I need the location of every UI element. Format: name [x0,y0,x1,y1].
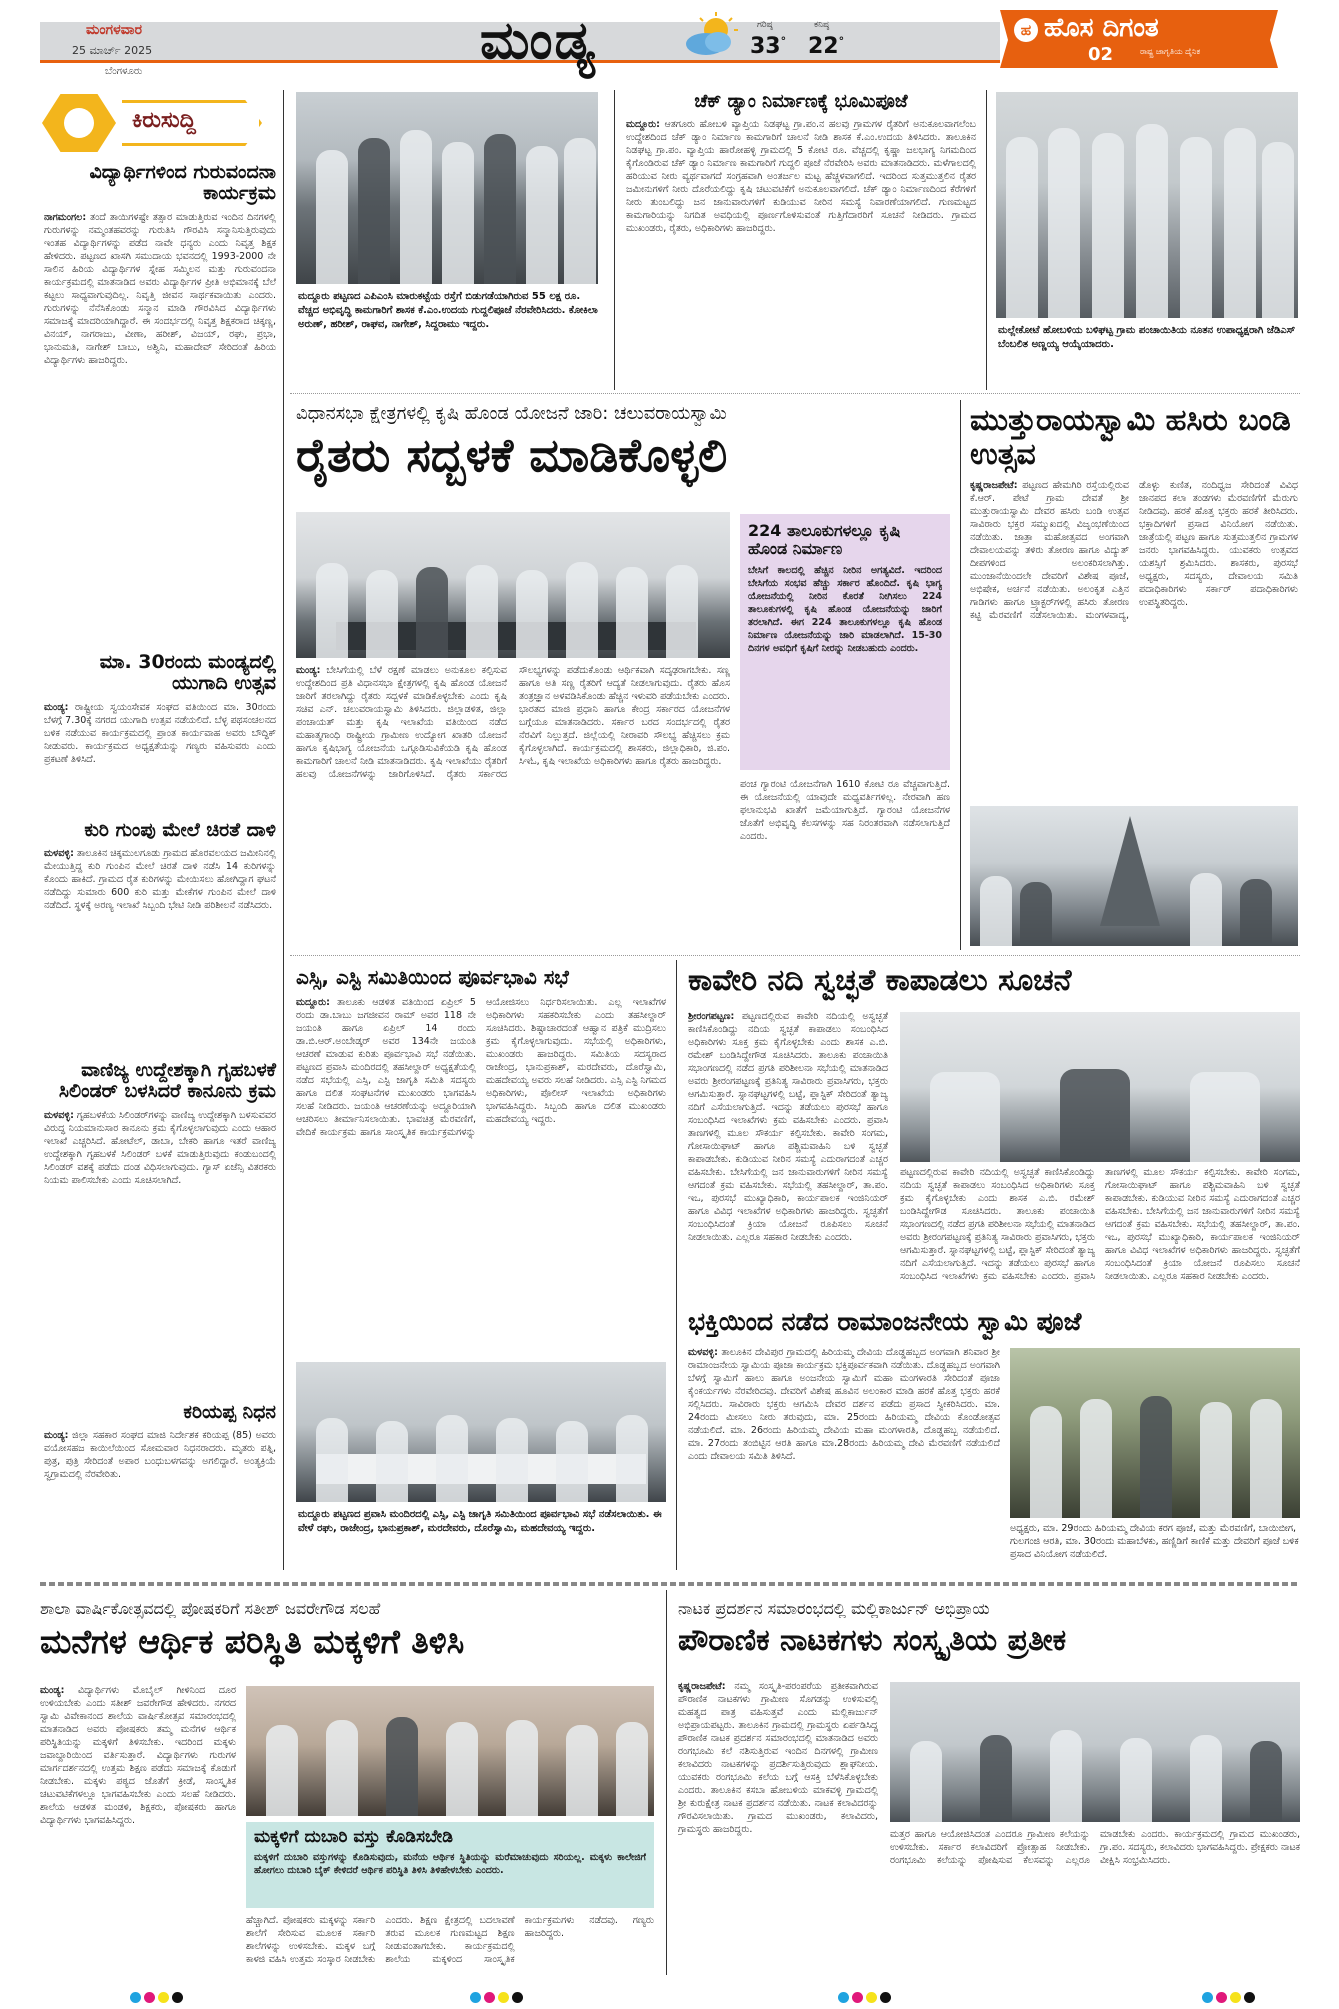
apmc-caption: ಮದ್ದೂರು ಪಟ್ಟಣದ ಎಪಿಎಂಸಿ ಮಾರುಕಟ್ಟೆಯ ರಸ್ತೆಗೆ ಬಿಡುಗಡೆಯಾಗಿರುವ 55 ಲಕ್ಷ ರೂ. ವೆಚ್ಚದ ಅಭಿವೃದ್ಧಿ ಕಾಮಗಾರಿಗೆ ಶಾಸಕ ಕೆ.ಎಂ.ಉದಯ ಗುದ್ದಲಿಪೂಜೆ ನೆರವೇರಿಸಿದರು. ಕೋಕಿಲಾ ಅರುಣ್, ಹರೀಶ್, ರಾಘವ, ನಾಗೇಶ್, ಸಿದ್ದರಾಮು ಇದ್ದರು. [298,291,598,330]
min-temp: 22° [808,34,845,59]
story-kicker: ಶಾಲಾ ವಾರ್ಷಿಕೋತ್ಸವದಲ್ಲಿ ಪೋಷಕರಿಗೆ ಸತೀಶ್ ಜವರೇಗೌಡ ಸಲಹೆ [40,1599,381,1618]
brief-body: ನಾಗಮಂಗಲ: ತಂದೆ ತಾಯಿಗಳಷ್ಟೇ ತತ್ಸಾರ ಮಾಡುತ್ತಿರುವ ಇಂದಿನ ದಿನಗಳಲ್ಲಿ ಗುರುಗಳನ್ನು ನಮ್ಮಂತಹವರನ್ನು ಗುರುತಿಸಿ ಗೌರವಿಸಿ ಸನ್ಮಾನಿಸುತ್ತಿರುವುದು ಇಂತಹ ವಿದ್ಯಾರ್ಥಿಗಳನ್ನು ಪಡೆದ ನಾವೇ ಧನ್ಯರು ಎಂದು ನಿವೃತ್ತ ಶಿಕ್ಷಕ ಹೇಳಿದರು. ಪಟ್ಟಣದ ಖಾಸಗಿ ಸಮುದಾಯ ಭವನದಲ್ಲಿ 1993-2000 ನೇ ಸಾಲಿನ ಹಿರಿಯ ವಿದ್ಯಾರ್ಥಿಗಳ ಸ್ನೇಹ ಸಮ್ಮಿಲನ ಮತ್ತು ಗುರುವಂದನಾ ಕಾರ್ಯಕ್ರಮದಲ್ಲಿ ಮಾತನಾಡಿದ ಅವರು ವಿದ್ಯಾರ್ಥಿಗಳ ಪ್ರೀತಿ ಅಭಿಮಾನಕ್ಕೆ ಬೆಲೆ ಕಟ್ಟಲು ಸಾಧ್ಯವಾಗುವುದಿಲ್ಲ. ನಿವೃತ್ತಿ ಜೀವನ ಸಾರ್ಥಕವಾಯಿತು ಎಂದರು. ಗುರುಗಳನ್ನು ನೆನೆಸಿಕೊಂಡು ಸನ್ಮಾನ ಮಾಡಿ ಗೌರವಿಸಿದ ವಿದ್ಯಾರ್ಥಿಗಳು ಸಮಾಜಕ್ಕೆ ಮಾದರಿಯಾಗಿದ್ದಾರೆ. ಈ ಸಂದರ್ಭದಲ್ಲಿ ನಿವೃತ್ತ ಶಿಕ್ಷಕರಾದ ಚಿಕ್ಕಣ್ಣ, ವಿನಯ್, ನಾಗರಾಜು, ವೀಣಾ, ಹರೀಶ್, ವಿಜಯ್, ರಘು, ಪ್ರಭಾ, ಭಾನುಮತಿ, ನಾಗೇಶ್ ಬಾಬು, ಅಶ್ವಿನಿ, ಮಹಾದೇವ್ ಸೇರಿದಂತೆ ಹಿರಿಯ ವಿದ್ಯಾರ್ಥಿಗಳು ಹಾಜರಿದ್ದರು. [44,211,276,366]
apmc-photo [296,92,598,284]
kaveri-photo [900,1012,1300,1162]
drama-story [678,1600,1300,1658]
story-headline: ರೈತರು ಸದ್ಬಳಕೆ ಮಾಡಿಕೊಳ್ಳಲಿ [296,428,728,483]
story-headline: ಎಸ್ಸಿ, ಎಸ್ಟಿ ಸಮಿತಿಯಿಂದ ಪೂರ್ವಭಾವಿ ಸಭೆ [296,965,569,989]
registration-marks-center-right [838,1992,891,2003]
drama-body-continued: ಮತ್ತರ ಹಾಗೂ ಆಯೋಜಿಸಿದಂತ ಎಂದರೂ ಗ್ರಾಮೀಣ ಕಲೆಯನ್ನು ಉಳಿಸಬೇಕು. ಸರ್ಕಾರ ಕಲಾವಿದರಿಗೆ ಪ್ರೋತ್ಸಾಹ ನೀಡಬೇಕು. ರಂಗಭೂಮಿ ಕಲೆಯನ್ನು ಪೋಷಿಸುವ ಕೆಲಸವನ್ನು ಎಲ್ಲರೂ ಮಾಡಬೇಕು ಎಂದರು. ಕಾರ್ಯಕ್ರಮದಲ್ಲಿ ಗ್ರಾಮದ ಮುಖಂಡರು, ಗ್ರಾ.ಪಂ. ಸದಸ್ಯರು, ಕಲಾವಿದರು ಭಾಗವಹಿಸಿದ್ದರು. ಪ್ರೇಕ್ಷಕರು ನಾಟಕ ವೀಕ್ಷಿಸಿ ಸಂಭ್ರಮಿಸಿದರು. [890,1829,1300,1866]
brand-logo-icon: ಹ [1014,18,1038,42]
kirusuddi-badge [42,94,262,154]
brief-title: ಮಾ. 30ರಂದು ಮಂಡ್ಯದಲ್ಲಿ ಯುಗಾದಿ ಉತ್ಸವ [99,651,276,695]
kaveri-body-col1: ಶ್ರೀರಂಗಪಟ್ಟಣ: ಪಟ್ಟಣದಲ್ಲಿರುವ ಕಾವೇರಿ ನದಿಯಲ್ಲಿ ಅಸ್ವಚ್ಛತೆ ಕಾಣಿಸಿಕೊಂಡಿದ್ದು ನದಿಯ ಸ್ವಚ್ಛತೆ ಕಾಪಾಡಲು ಸಂಬಂಧಿಸಿದ ಅಧಿಕಾರಿಗಳು ಸೂಕ್ತ ಕ್ರಮ ಕೈಗೊಳ್ಳಬೇಕು ಎಂದು ಶಾಸಕ ಎ.ಬಿ. ರಮೇಶ್ ಬಂಡಿಸಿದ್ದೇಗೌಡ ಸೂಚಿಸಿದರು. ತಾಲೂಕು ಪಂಚಾಯಿತಿ ಸಭಾಂಗಣದಲ್ಲಿ ನಡೆದ ಪ್ರಗತಿ ಪರಿಶೀಲನಾ ಸಭೆಯಲ್ಲಿ ಮಾತನಾಡಿದ ಅವರು ಶ್ರೀರಂಗಪಟ್ಟಣಕ್ಕೆ ಪ್ರತಿನಿತ್ಯ ಸಾವಿರಾರು ಪ್ರವಾಸಿಗರು, ಭಕ್ತರು ಆಗಮಿಸುತ್ತಾರೆ. ಸ್ನಾನಘಟ್ಟಗಳಲ್ಲಿ ಬಟ್ಟೆ, ಪ್ಲಾಸ್ಟಿಕ್ ಸೇರಿದಂತೆ ತ್ಯಾಜ್ಯ ನದಿಗೆ ಎಸೆಯಲಾಗುತ್ತಿದೆ. ಇದನ್ನು ತಡೆಯಲು ಪುರಸಭೆ ಹಾಗೂ ಸಂಬಂಧಿಸಿದ ಇಲಾಖೆಗಳು ಕ್ರಮ ವಹಿಸಬೇಕು ಎಂದರು. ಪ್ರವಾಸಿ ತಾಣಗಳಲ್ಲಿ ಮೂಲ ಸೌಕರ್ಯ ಕಲ್ಪಿಸಬೇಕು. ಕಾವೇರಿ ಸಂಗಮ, ಗೋಸಾಯಿಘಾಟ್ ಹಾಗೂ ಪಶ್ಚಿಮವಾಹಿನಿ ಬಳಿ ಸ್ವಚ್ಛತೆ ಕಾಪಾಡಬೇಕು. ಕುಡಿಯುವ ನೀರಿನ ಸಮಸ್ಯೆ ಎದುರಾಗದಂತೆ ಎಚ್ಚರ ವಹಿಸಬೇಕು. ಬೇಸಿಗೆಯಲ್ಲಿ ಜನ ಜಾನುವಾರುಗಳಿಗೆ ನೀರಿನ ಸಮಸ್ಯೆ ಆಗದಂತೆ ಕ್ರಮ ವಹಿಸಬೇಕು. ಸಭೆಯಲ್ಲಿ ತಹಸೀಲ್ದಾರ್, ತಾ.ಪಂ. ಇಒ, ಪುರಸಭೆ ಮುಖ್ಯಾಧಿಕಾರಿ, ಕಾರ್ಯಪಾಲಕ ಇಂಜಿನಿಯರ್ ಹಾಗೂ ವಿವಿಧ ಇಲಾಖೆಗಳ ಅಧಿಕಾರಿಗಳು ಹಾಜರಿದ್ದರು. ಸ್ವಚ್ಛತೆಗೆ ಸಂಬಂಧಿಸಿದಂತೆ ಕ್ರಿಯಾ ಯೋಜನೆ ರೂಪಿಸಲು ಸೂಚನೆ ನೀಡಲಾಯಿತು. ಎಲ್ಲರೂ ಸಹಕಾರ ನೀಡಬೇಕು ಎಂದರು. [688,1011,888,1243]
farm-body: ಮಂಡ್ಯ: ಬೇಸಿಗೆಯಲ್ಲಿ ಬೆಳೆ ರಕ್ಷಣೆ ಮಾಡಲು ಅನುಕೂಲ ಕಲ್ಪಿಸುವ ಉದ್ದೇಶದಿಂದ ಪ್ರತಿ ವಿಧಾನಸಭಾ ಕ್ಷೇತ್ರಗಳಲ್ಲಿ ಕೃಷಿ ಹೊಂಡ ಯೋಜನೆ ಜಾರಿಗೆ ತರಲಾಗಿದ್ದು ರೈತರು ಸದ್ಬಳಕೆ ಮಾಡಿಕೊಳ್ಳಬೇಕು ಎಂದು ಕೃಷಿ ಸಚಿವ ಎನ್. ಚಲುವರಾಯಸ್ವಾಮಿ ತಿಳಿಸಿದರು. ಜಿಲ್ಲಾಡಳಿತ, ಜಿಲ್ಲಾ ಪಂಚಾಯತ್ ಮತ್ತು ಕೃಷಿ ಇಲಾಖೆಯ ವತಿಯಿಂದ ನಡೆದ ಮಹಾತ್ಮಗಾಂಧಿ ರಾಷ್ಟ್ರೀಯ ಗ್ರಾಮೀಣ ಉದ್ಯೋಗ ಖಾತರಿ ಯೋಜನೆ ಹಾಗೂ ಕೃಷಿಭಾಗ್ಯ ಯೋಜನೆಯ ಒಗ್ಗೂಡಿಸುವಿಕೆಯಡಿ ಕೃಷಿ ಹೊಂಡ ಕಾಮಗಾರಿಗೆ ಚಾಲನೆ ನೀಡಿ ಮಾತನಾಡಿದರು. ಕೃಷಿ ಇಲಾಖೆಯು ರೈತರಿಗೆ ಹಲವು ಯೋಜನೆಗಳನ್ನು ಜಾರಿಗೊಳಿಸಿದೆ. ರೈತರು ಸರ್ಕಾರದ ಸೌಲಭ್ಯಗಳನ್ನು ಪಡೆದುಕೊಂಡು ಆರ್ಥಿಕವಾಗಿ ಸದೃಢರಾಗಬೇಕು. ಸಣ್ಣ ಹಾಗೂ ಅತಿ ಸಣ್ಣ ರೈತರಿಗೆ ಆದ್ಯತೆ ನೀಡಲಾಗುವುದು. ರೈತರು ಹೊಸ ತಂತ್ರಜ್ಞಾನ ಅಳವಡಿಸಿಕೊಂಡು ಹೆಚ್ಚಿನ ಇಳುವರಿ ಪಡೆಯಬೇಕು ಎಂದರು. ಭಾರತದ ಮಾಜಿ ಪ್ರಧಾನಿ ಹಾಗೂ ಕೇಂದ್ರ ಸರ್ಕಾರದ ಯೋಜನೆಗಳ ಬಗ್ಗೆಯೂ ಮಾತನಾಡಿದರು. ಸರ್ಕಾರ ಬರದ ಸಂದರ್ಭದಲ್ಲಿ ರೈತರ ನೆರವಿಗೆ ನಿಲ್ಲುತ್ತದೆ. ಜಿಲ್ಲೆಯಲ್ಲಿ ನೀರಾವರಿ ಸೌಲಭ್ಯ ಹೆಚ್ಚಿಸಲು ಕ್ರಮ ಕೈಗೊಳ್ಳಲಾಗಿದೆ. ಕಾರ್ಯಕ್ರಮದಲ್ಲಿ ಶಾಸಕರು, ಜಿಲ್ಲಾಧಿಕಾರಿ, ಜಿ.ಪಂ. ಸಿಇಓ, ಕೃಷಿ ಇಲಾಖೆಯ ಅಧಿಕಾರಿಗಳು ಹಾಗೂ ರೈತರು ಹಾಜರಿದ್ದರು. [296,665,730,780]
left-brief-3 [44,820,276,1037]
school-photo [246,1686,654,1816]
scst-caption: ಮದ್ದೂರು ಪಟ್ಟಣದ ಪ್ರವಾಸಿ ಮಂದಿರದಲ್ಲಿ ಎಸ್ಸಿ, ಎಸ್ಟಿ ಜಾಗೃತಿ ಸಮಿತಿಯಿಂದ ಪೂರ್ವಭಾವಿ ಸಭೆ ನಡೆಸಲಾಯಿತು. ಈ ವೇಳೆ ರಘು, ರಾಜೇಂದ್ರ, ಭಾನುಪ್ರಕಾಶ್, ಮರದೇವರು, ದೊರೆಸ್ವಾಮಿ, ಮಹದೇವಯ್ಯ ಇದ್ದರು. [298,1509,662,1534]
festival-story [970,404,1298,781]
rama-photo [1010,1348,1300,1518]
story-body: ಮದ್ದೂರು: ತಾಲೂಕು ಆಡಳಿತ ವತಿಯಿಂದ ಏಪ್ರಿಲ್ 5 ರಂದು ಡಾ.ಬಾಬು ಜಗಜೀವನ ರಾಮ್ ಅವರ 118 ನೇ ಜಯಂತಿ ಹಾಗೂ ಏಪ್ರಿಲ್ 14 ರಂದು ಡಾ.ಬಿ.ಆರ್.ಅಂಬೇಡ್ಕರ್ ಅವರ 134ನೇ ಜಯಂತಿ ಆಚರಣೆ ಮಾಡುವ ಕುರಿತು ಪೂರ್ವಭಾವಿ ಸಭೆ ನಡೆಯಿತು. ಪಟ್ಟಣದ ಪ್ರವಾಸಿ ಮಂದಿರದಲ್ಲಿ ತಹಸೀಲ್ದಾರ್ ಅಧ್ಯಕ್ಷತೆಯಲ್ಲಿ ನಡೆದ ಸಭೆಯಲ್ಲಿ ಎಸ್ಸಿ, ಎಸ್ಟಿ ಜಾಗೃತಿ ಸಮಿತಿ ಸದಸ್ಯರು ಹಾಗೂ ದಲಿತ ಸಂಘಟನೆಗಳ ಮುಖಂಡರು ಭಾಗವಹಿಸಿ ಸಲಹೆ ನೀಡಿದರು. ಜಯಂತಿ ಆಚರಣೆಯನ್ನು ಅದ್ದೂರಿಯಾಗಿ ಆಚರಿಸಲು ತೀರ್ಮಾನಿಸಲಾಯಿತು. ಭಾವಚಿತ್ರ ಮೆರವಣಿಗೆ, ವೇದಿಕೆ ಕಾರ್ಯಕ್ರಮ ಹಾಗೂ ಸಾಂಸ್ಕೃತಿಕ ಕಾರ್ಯಕ್ರಮಗಳನ್ನು ಆಯೋಜಿಸಲು ನಿರ್ಧರಿಸಲಾಯಿತು. ಎಲ್ಲ ಇಲಾಖೆಗಳ ಅಧಿಕಾರಿಗಳು ಸಹಕರಿಸಬೇಕು ಎಂದು ತಹಸೀಲ್ದಾರ್ ಸೂಚಿಸಿದರು. ಶಿಷ್ಟಾಚಾರದಂತೆ ಆಹ್ವಾನ ಪತ್ರಿಕೆ ಮುದ್ರಿಸಲು ಕ್ರಮ ಕೈಗೊಳ್ಳಲಾಗುವುದು. ಸಭೆಯಲ್ಲಿ ಅಧಿಕಾರಿಗಳು, ಮುಖಂಡರು ಹಾಜರಿದ್ದರು. ಸಮಿತಿಯ ಸದಸ್ಯರಾದ ರಾಜೇಂದ್ರ, ಭಾನುಪ್ರಕಾಶ್, ಮರದೇವರು, ದೊರೆಸ್ವಾಮಿ, ಮಹದೇವಯ್ಯ ಅವರು ಸಲಹೆ ನೀಡಿದರು. ಎಸ್ಸಿ ಎಸ್ಟಿ ನಿಗಮದ ಅಧಿಕಾರಿಗಳು, ಪೊಲೀಸ್ ಇಲಾಖೆಯ ಅಧಿಕಾರಿಗಳು ಭಾಗವಹಿಸಿದ್ದರು. ಸಿಬ್ಬಂದಿ ಹಾಗೂ ದಲಿತ ಮುಖಂಡರು ಮಹದೇವಯ್ಯ ಇದ್ದರು. [296,997,666,1139]
brand-ribbon [988,6,1288,72]
page-number: 02 [1088,44,1114,65]
date-label: 25 ಮಾರ್ಚ್ 2025 [72,44,153,57]
story-headline: ಕಾವೇರಿ ನದಿ ಸ್ವಚ್ಛತೆ ಕಾಪಾಡಲು ಸೂಚನೆ [688,963,1072,998]
info-box-body: ಬೇಸಿಗೆ ಕಾಲದಲ್ಲಿ ಹೆಚ್ಚಿನ ನೀರಿನ ಅಗತ್ಯವಿದೆ. ಇದರಿಂದ ಬೇಸಿಗೆಯ ಸಂಭವ ಹೆಚ್ಚು ಸರ್ಕಾರ ಹೊಂದಿದೆ. ಕೃಷಿ ಭಾಗ್ಯ ಯೋಜನೆಯಲ್ಲಿ ನೀರಿನ ಕೊರತೆ ನೀಗಿಸಲು 224 ತಾಲೂಕುಗಳಲ್ಲಿ ಕೃಷಿ ಹೊಂಡ ಯೋಜನೆಯನ್ನು ಜಾರಿಗೆ ತರಲಾಗಿದೆ. ಈಗ 224 ತಾಲೂಕುಗಳಲ್ಲೂ ಕೃಷಿ ಹೊಂಡ ನಿರ್ಮಾಣ ಯೋಜನೆಯನ್ನು ಜಾರಿ ಮಾಡಲಾಗಿದೆ. 15-30 ದಿನಗಳ ಅವಧಿಗೆ ಕೃಷಿಗೆ ನೀರನ್ನು ನೀಡಬಹುದು ಎಂದರು. [748,564,942,654]
brief-body: ಮಳವಳ್ಳಿ: ತಾಲೂಕಿನ ಚಿಕ್ಕಮುಲಗೂಡು ಗ್ರಾಮದ ಹೊರವಲಯದ ಜಮೀನಿನಲ್ಲಿ ಮೇಯುತ್ತಿದ್ದ ಕುರಿ ಗುಂಪಿನ ಮೇಲೆ ಚಿರತೆ ದಾಳಿ ನಡೆಸಿ 14 ಕುರಿಗಳನ್ನು ಕೊಂದು ಹಾಕಿದೆ. ಗ್ರಾಮದ ರೈತ ಕುರಿಗಳನ್ನು ಮೇಯಿಸಲು ಹೋಗಿದ್ದಾಗ ಘಟನೆ ನಡೆದಿದ್ದು ಸುಮಾರು 600 ಕುರಿ ಮತ್ತು ಮೇಕೆಗಳ ಗುಂಪಿನ ಮೇಲೆ ದಾಳಿ ನಡೆದಿದೆ. ಸ್ಥಳಕ್ಕೆ ಅರಣ್ಯ ಇಲಾಖೆ ಸಿಬ್ಬಂದಿ ಭೇಟಿ ನೀಡಿ ಪರಿಶೀಲನೆ ನಡೆಸಿದರು. [44,848,276,912]
edition-city: ಬೆಂಗಳೂರು [105,66,143,77]
brief-title: ಕುರಿ ಗುಂಪು ಮೇಲೆ ಚಿರತೆ ದಾಳಿ [84,819,276,841]
column-rule-mid [676,960,677,1570]
brief-title: ಕರಿಯಪ್ಪ ನಿಧನ [183,1401,276,1423]
story-kicker: ನಾಟಕ ಪ್ರದರ್ಶನ ಸಮಾರಂಭದಲ್ಲಿ ಮಲ್ಲಿಕಾರ್ಜುನ್ ಅಭಿಪ್ರಾಯ [678,1599,990,1618]
story-headline: ಮುತ್ತುರಾಯಸ್ವಾಮಿ ಹಸಿರು ಬಂಡಿ ಉತ್ಸವ [970,403,1291,472]
column-rule-top-right [986,90,987,390]
panchayat-caption: ಮಲ್ಲೇಕೋಟೆ ಹೋಬಳಿಯ ಬಳಿಘಟ್ಟ ಗ್ರಾಮ ಪಂಚಾಯಿತಿಯ ನೂತನ ಉಪಾಧ್ಯಕ್ಷರಾಗಿ ಜೆಡಿಎಸ್ ಬೆಂಬಲಿತ ಅಣ್ಣಯ್ಯ ಆಯ್ಕೆಯಾದರು. [998,325,1296,350]
school-body: ಮಂಡ್ಯ: ವಿದ್ಯಾರ್ಥಿಗಳು ಮೊಬೈಲ್ ಗೀಳಿನಿಂದ ದೂರ ಉಳಿಯಬೇಕು ಎಂದು ಸತೀಶ್ ಜವರೇಗೌಡ ಹೇಳಿದರು. ನಗರದ ಸ್ವಾಮಿ ವಿವೇಕಾನಂದ ಶಾಲೆಯ ವಾರ್ಷಿಕೋತ್ಸವ ಸಮಾರಂಭದಲ್ಲಿ ಮಾತನಾಡಿದ ಅವರು ಪೋಷಕರು ತಮ್ಮ ಮನೆಗಳ ಆರ್ಥಿಕ ಪರಿಸ್ಥಿತಿಯನ್ನು ಮಕ್ಕಳಿಗೆ ತಿಳಿಸಬೇಕು. ಇದರಿಂದ ಮಕ್ಕಳು ಜವಾಬ್ದಾರಿಯಿಂದ ವರ್ತಿಸುತ್ತಾರೆ. ವಿದ್ಯಾರ್ಥಿಗಳು ಗುರುಗಳ ಮಾರ್ಗದರ್ಶನದಲ್ಲಿ ಉತ್ತಮ ಶಿಕ್ಷಣ ಪಡೆದು ಸಮಾಜಕ್ಕೆ ಕೊಡುಗೆ ನೀಡಬೇಕು. ಮಕ್ಕಳು ಪಠ್ಯದ ಜೊತೆಗೆ ಕ್ರೀಡೆ, ಸಾಂಸ್ಕೃತಿಕ ಚಟುವಟಿಕೆಗಳಲ್ಲೂ ಭಾಗವಹಿಸಬೇಕು ಎಂದು ಸಲಹೆ ನೀಡಿದರು. ಶಾಲೆಯ ಆಡಳಿತ ಮಂಡಳಿ, ಶಿಕ್ಷಕರು, ಪೋಷಕರು ಹಾಗೂ ವಿದ್ಯಾರ್ಥಿಗಳು ಭಾಗವಹಿಸಿದ್ದರು. [40,1685,236,1826]
festival-photo [970,806,1298,946]
school-info-box [246,1822,654,1908]
story-kicker: ವಿಧಾನಸಭಾ ಕ್ಷೇತ್ರಗಳಲ್ಲಿ ಕೃಷಿ ಹೊಂಡ ಯೋಜನೆ ಜಾರಿ: ಚಲುವರಾಯಸ್ವಾಮಿ [296,403,727,424]
drama-photo [890,1682,1300,1822]
column-rule-bottom [666,1590,667,1975]
school-body-continued: ಹೆಚ್ಚಾಗಿದೆ. ಪೋಷಕರು ಮಕ್ಕಳನ್ನು ಸರ್ಕಾರಿ ಶಾಲೆಗೆ ಸೇರಿಸುವ ಮೂಲಕ ಸರ್ಕಾರಿ ಶಾಲೆಗಳನ್ನು ಉಳಿಸಬೇಕು. ಮಕ್ಕಳ ಬಗ್ಗೆ ಕಾಳಜಿ ವಹಿಸಿ ಉತ್ತಮ ಸಂಸ್ಕಾರ ನೀಡಬೇಕು ಎಂದರು. ಶಿಕ್ಷಣ ಕ್ಷೇತ್ರದಲ್ಲಿ ಬದಲಾವಣೆ ತರುವ ಮೂಲಕ ಗುಣಮಟ್ಟದ ಶಿಕ್ಷಣ ನೀಡುವಂತಾಗಬೇಕು. ಕಾರ್ಯಕ್ರಮದಲ್ಲಿ ಶಾಲೆಯ ಮಕ್ಕಳಿಂದ ಸಾಂಸ್ಕೃತಿಕ ಕಾರ್ಯಕ್ರಮಗಳು ನಡೆದವು. ಗಣ್ಯರು ಹಾಜರಿದ್ದರು. [246,1915,654,1965]
kaveri-story [688,964,1300,998]
panchayat-photo [996,92,1298,318]
checkdam-story [626,92,976,376]
left-brief-5 [44,1402,276,1569]
max-temp: 33° [750,34,787,59]
brand-name: ಹೊಸ ದಿಗಂತ [1044,13,1159,43]
brand-tagline: ರಾಷ್ಟ್ರ ಜಾಗೃತಿಯ ದೈನಿಕ [1140,47,1201,56]
column-rule-top-mid [614,90,615,390]
separator-mid [290,955,1300,956]
rama-story [688,1308,1300,1336]
info-box-title: 224 ತಾಲೂಕುಗಳಲ್ಲೂ ಕೃಷಿ ಹೊಂಡ ನಿರ್ಮಾಣ [748,521,901,558]
kaveri-body-col2: ಪಟ್ಟಣದಲ್ಲಿರುವ ಕಾವೇರಿ ನದಿಯಲ್ಲಿ ಅಸ್ವಚ್ಛತೆ ಕಾಣಿಸಿಕೊಂಡಿದ್ದು ನದಿಯ ಸ್ವಚ್ಛತೆ ಕಾಪಾಡಲು ಸಂಬಂಧಿಸಿದ ಅಧಿಕಾರಿಗಳು ಸೂಕ್ತ ಕ್ರಮ ಕೈಗೊಳ್ಳಬೇಕು ಎಂದು ಶಾಸಕ ಎ.ಬಿ. ರಮೇಶ್ ಬಂಡಿಸಿದ್ದೇಗೌಡ ಸೂಚಿಸಿದರು. ತಾಲೂಕು ಪಂಚಾಯಿತಿ ಸಭಾಂಗಣದಲ್ಲಿ ನಡೆದ ಪ್ರಗತಿ ಪರಿಶೀಲನಾ ಸಭೆಯಲ್ಲಿ ಮಾತನಾಡಿದ ಅವರು ಶ್ರೀರಂಗಪಟ್ಟಣಕ್ಕೆ ಪ್ರತಿನಿತ್ಯ ಸಾವಿರಾರು ಪ್ರವಾಸಿಗರು, ಭಕ್ತರು ಆಗಮಿಸುತ್ತಾರೆ. ಸ್ನಾನಘಟ್ಟಗಳಲ್ಲಿ ಬಟ್ಟೆ, ಪ್ಲಾಸ್ಟಿಕ್ ಸೇರಿದಂತೆ ತ್ಯಾಜ್ಯ ನದಿಗೆ ಎಸೆಯಲಾಗುತ್ತಿದೆ. ಇದನ್ನು ತಡೆಯಲು ಪುರಸಭೆ ಹಾಗೂ ಸಂಬಂಧಿಸಿದ ಇಲಾಖೆಗಳು ಕ್ರಮ ವಹಿಸಬೇಕು ಎಂದರು. ಪ್ರವಾಸಿ ತಾಣಗಳಲ್ಲಿ ಮೂಲ ಸೌಕರ್ಯ ಕಲ್ಪಿಸಬೇಕು. ಕಾವೇರಿ ಸಂಗಮ, ಗೋಸಾಯಿಘಾಟ್ ಹಾಗೂ ಪಶ್ಚಿಮವಾಹಿನಿ ಬಳಿ ಸ್ವಚ್ಛತೆ ಕಾಪಾಡಬೇಕು. ಕುಡಿಯುವ ನೀರಿನ ಸಮಸ್ಯೆ ಎದುರಾಗದಂತೆ ಎಚ್ಚರ ವಹಿಸಬೇಕು. ಬೇಸಿಗೆಯಲ್ಲಿ ಜನ ಜಾನುವಾರುಗಳಿಗೆ ನೀರಿನ ಸಮಸ್ಯೆ ಆಗದಂತೆ ಕ್ರಮ ವಹಿಸಬೇಕು. ಸಭೆಯಲ್ಲಿ ತಹಸೀಲ್ದಾರ್, ತಾ.ಪಂ. ಇಒ, ಪುರಸಭೆ ಮುಖ್ಯಾಧಿಕಾರಿ, ಕಾರ್ಯಪಾಲಕ ಇಂಜಿನಿಯರ್ ಹಾಗೂ ವಿವಿಧ ಇಲಾಖೆಗಳ ಅಧಿಕಾರಿಗಳು ಹಾಜರಿದ್ದರು. ಸ್ವಚ್ಛತೆಗೆ ಸಂಬಂಧಿಸಿದಂತೆ ಕ್ರಿಯಾ ಯೋಜನೆ ರೂಪಿಸಲು ಸೂಚನೆ ನೀಡಲಾಯಿತು. ಎಲ್ಲರೂ ಸಹಕಾರ ನೀಡಬೇಕು ಎಂದರು. [900,1167,1300,1282]
left-brief-4 [44,1060,276,1367]
separator-top [290,393,1300,394]
farm-info-box [740,514,950,770]
city-title: ಮಂಡ್ಯ [480,10,597,71]
rama-body: ಮಳವಳ್ಳಿ: ತಾಲೂಕಿನ ದೇವಿಪುರ ಗ್ರಾಮದಲ್ಲಿ ಹಿರಿಯಮ್ಮ ದೇವಿಯ ದೊಡ್ಡಹಬ್ಬದ ಅಂಗವಾಗಿ ಶನಿವಾರ ಶ್ರೀ ರಾಮಾಂಜನೇಯ ಸ್ವಾಮಿಯ ಪೂಜಾ ಕಾರ್ಯಕ್ರಮ ಭಕ್ತಿಪೂರ್ವಕವಾಗಿ ನಡೆಯಿತು. ದೊಡ್ಡಹಬ್ಬದ ಅಂಗವಾಗಿ ಬೆಳಗ್ಗೆ ಸ್ವಾಮಿಗೆ ಹಾಲು ಹಾಗೂ ಅಂಜನೇಯ ಸ್ವಾಮಿಗೆ ಮಹಾ ಮಂಗಳಾರತಿ ಸೇರಿದಂತೆ ಪೂಜಾ ಕೈಂಕರ್ಯಗಳು ನೆರವೇರಿದವು. ದೇವರಿಗೆ ವಿಶೇಷ ಹೂವಿನ ಅಲಂಕಾರ ಮಾಡಿ ಹರಕೆ ಹೊತ್ತ ಭಕ್ತರು ಹರಕೆ ಸಲ್ಲಿಸಿದರು. ಸಾವಿರಾರು ಭಕ್ತರು ಆಗಮಿಸಿ ದೇವರ ದರ್ಶನ ಪಡೆದು ಪ್ರಸಾದ ಸ್ವೀಕರಿಸಿದರು. ಮಾ. 24ರಂದು ಮೀಸಲು ನೀರು ತರುವುದು, ಮಾ. 25ರಂದು ಹಿರಿಯಮ್ಮ ದೇವಿಯ ಕೊಂಡೋತ್ಸವ ನಡೆಯಲಿದೆ. ಮಾ. 26ರಂದು ಹಿರಿಯಮ್ಮ ದೇವಿಯ ಮಹಾ ಮಂಗಳಾರತಿ, ದೊಡ್ಡಹಬ್ಬ ನಡೆಯಲಿದೆ. ಮಾ. 27ರಂದು ತಂಬಿಟ್ಟಿನ ಆರತಿ ಹಾಗೂ ಮಾ.28ರಂದು ಹಿರಿಯಮ್ಮ ದೇವಿ ಮೆರವಣಿಗೆ ನಡೆಯಲಿದೆ ಎಂದು ದೇವಾಲಯ ಸಮಿತಿ ತಿಳಿಸಿದೆ. [688,1347,1000,1462]
story-body: ಕೃಷ್ಣರಾಜಪೇಟೆ: ಪಟ್ಟಣದ ಹೇಮಗಿರಿ ರಸ್ತೆಯಲ್ಲಿರುವ ಕೆ.ಆರ್. ಪೇಟೆ ಗ್ರಾಮ ದೇವತೆ ಶ್ರೀ ಮುತ್ತುರಾಯಸ್ವಾಮಿ ದೇವರ ಹಸಿರು ಬಂಡಿ ಉತ್ಸವ ಸಾವಿರಾರು ಭಕ್ತರ ಸಮ್ಮುಖದಲ್ಲಿ ವಿಜೃಂಭಣೆಯಿಂದ ನಡೆಯಿತು. ಜಾತ್ರಾ ಮಹೋತ್ಸವದ ಅಂಗವಾಗಿ ದೇವಾಲಯವನ್ನು ತಳಿರು ತೋರಣ ಹಾಗೂ ವಿದ್ಯುತ್ ದೀಪಗಳಿಂದ ಅಲಂಕರಿಸಲಾಗಿತ್ತು. ಮುಂಜಾನೆಯಿಂದಲೇ ದೇವರಿಗೆ ವಿಶೇಷ ಪೂಜೆ, ಅಭಿಷೇಕ, ಅರ್ಚನೆ ನಡೆಯಿತು. ಅಲಂಕೃತ ಎತ್ತಿನ ಗಾಡಿಗಳು ಹಾಗೂ ಟ್ರ್ಯಾಕ್ಟರ್‌ಗಳಲ್ಲಿ ಹಸಿರು ತೋರಣ ಕಟ್ಟಿ ಮೆರವಣಿಗೆ ನಡೆಸಲಾಯಿತು. ಮಂಗಳವಾದ್ಯ, ಡೊಳ್ಳು ಕುಣಿತ, ನಂದಿಧ್ವಜ ಸೇರಿದಂತೆ ವಿವಿಧ ಜಾನಪದ ಕಲಾ ತಂಡಗಳು ಮೆರವಣಿಗೆಗೆ ಮೆರುಗು ನೀಡಿದವು. ಹರಕೆ ಹೊತ್ತ ಭಕ್ತರು ಹರಕೆ ತೀರಿಸಿದರು. ಭಕ್ತಾದಿಗಳಿಗೆ ಪ್ರಸಾದ ವಿನಿಯೋಗ ನಡೆಯಿತು. ಜಾತ್ರೆಯಲ್ಲಿ ಪಟ್ಟಣ ಹಾಗೂ ಸುತ್ತಮುತ್ತಲಿನ ಗ್ರಾಮಗಳ ಜನರು ಭಾಗವಹಿಸಿದ್ದರು. ಯುವಕರು ಉತ್ಸವದ ಯಶಸ್ಸಿಗೆ ಶ್ರಮಿಸಿದರು. ಶಾಸಕರು, ಪುರಸಭೆ ಅಧ್ಯಕ್ಷರು, ಸದಸ್ಯರು, ದೇವಾಲಯ ಸಮಿತಿ ಪದಾಧಿಕಾರಿಗಳು ಸರ್ಕಾರ್ ಪದಾಧಿಕಾರಿಗಳು ಉಪಸ್ಥಿತರಿದ್ದರು. [970,480,1298,622]
farm-body-continued: ಪಂಚ ಗ್ಯಾರಂಟಿ ಯೋಜನೆಗಾಗಿ 1610 ಕೋಟಿ ರೂ ವೆಚ್ಚವಾಗುತ್ತಿದೆ. ಈ ಯೋಜನೆಯಲ್ಲಿ ಯಾವುದೇ ಮಧ್ಯವರ್ತಿಗಳಿಲ್ಲ. ನೇರವಾಗಿ ಹಣ ಫಲಾನುಭವಿ ಖಾತೆಗೆ ಜಮೆಯಾಗುತ್ತಿದೆ. ಗ್ಯಾರಂಟಿ ಯೋಜನೆಗಳ ಜೊತೆಗೆ ಅಭಿವೃದ್ಧಿ ಕೆಲಸಗಳನ್ನು ಸಹ ನಿರಂತರವಾಗಿ ನಡೆಸಲಾಗುತ್ತಿದೆ ಎಂದರು. [740,779,950,842]
max-temp-label: ಗರಿಷ್ಠ [757,20,773,30]
registration-marks-center-left [470,1992,523,2003]
min-temp-label: ಕನಿಷ್ಠ [814,20,830,30]
column-rule-festival [960,400,961,950]
brief-title: ವಾಣಿಜ್ಯ ಉದ್ದೇಶಕ್ಕಾಗಿ ಗೃಹಬಳಕೆ ಸಿಲಿಂಡರ್ ಬಳಸಿದರೆ ಕಾನೂನು ಕ್ರಮ [58,1059,276,1103]
story-headline: ಭಕ್ತಿಯಿಂದ ನಡೆದ ರಾಮಾಂಜನೇಯ ಸ್ವಾಮಿ ಪೂಜೆ [688,1307,1082,1336]
brief-body: ಮಂಡ್ಯ: ಜಿಲ್ಲಾ ಸಹಕಾರ ಸಂಘದ ಮಾಜಿ ನಿರ್ದೇಶಕ ಕರಿಯಪ್ಪ (85) ಅವರು ವಯೋಸಹಜ ಕಾಯಿಲೆಯಿಂದ ಸೋಮವಾರ ನಿಧನರಾದರು. ಮೃತರು ಪತ್ನಿ, ಪುತ್ರ, ಪುತ್ರಿ ಸೇರಿದಂತೆ ಅಪಾರ ಬಂಧುಬಳಗವನ್ನು ಅಗಲಿದ್ದಾರೆ. ಅಂತ್ಯಕ್ರಿಯೆ ಸ್ವಗ್ರಾಮದಲ್ಲಿ ನೆರವೇರಿತು. [44,1430,276,1481]
day-label: ಮಂಗಳವಾರ [86,22,143,38]
brief-title: ವಿದ್ಯಾರ್ಥಿಗಳಿಂದ ಗುರುವಂದನಾ ಕಾರ್ಯಕ್ರಮ [89,161,276,205]
column-rule-left [283,90,284,1570]
story-body: ಮದ್ದೂರು: ಆತಗೂರು ಹೋಬಳಿ ವ್ಯಾಪ್ತಿಯ ನಿಡಘಟ್ಟ ಗ್ರಾ.ಪಂ.ನ ಹಲವು ಗ್ರಾಮಗಳ ರೈತರಿಗೆ ಅನುಕೂಲವಾಗಲೆಂಬ ಉದ್ದೇಶದಿಂದ ಚೆಕ್ ಡ್ಯಾಂ ನಿರ್ಮಾಣ ಕಾಮಗಾರಿಗೆ ಚಾಲನೆ ನೀಡಿ ಶಾಸಕ ಕೆ.ಎಂ.ಉದಯ ತಿಳಿಸಿದರು. ತಾಲೂಕಿನ ನಿಡಘಟ್ಟ ಗ್ರಾ.ಪಂ. ವ್ಯಾಪ್ತಿಯ ಹಾರೋಹಳ್ಳಿ ಗ್ರಾಮದಲ್ಲಿ 5 ಕೋಟಿ ರೂ. ವೆಚ್ಚದಲ್ಲಿ ಕೃಷ್ಣಾ ಜಲಭಾಗ್ಯ ನಿಗಮದಿಂದ ಕೈಗೊಂಡಿರುವ ಚೆಕ್ ಡ್ಯಾಂ ನಿರ್ಮಾಣ ಕಾಮಗಾರಿಗೆ ಗುದ್ದಲಿ ಪೂಜೆ ನೆರವೇರಿಸಿ ಅವರು ಮಾತನಾಡಿದರು. ಮಳೆಗಾಲದಲ್ಲಿ ಹರಿಯುವ ನೀರು ವ್ಯರ್ಥವಾಗದೆ ಸಂಗ್ರಹವಾಗಿ ಅಂತರ್ಜಲ ಮಟ್ಟ ಹೆಚ್ಚಳವಾಗಲಿದೆ. ಇದರಿಂದ ಸುತ್ತಮುತ್ತಲಿನ ರೈತರ ಜಮೀನುಗಳಿಗೆ ನೀರು ದೊರೆಯಲಿದ್ದು ಕೃಷಿ ಚಟುವಟಿಕೆಗೆ ಅನುಕೂಲವಾಗಲಿದೆ. ಚೆಕ್ ಡ್ಯಾಂ ನಿರ್ಮಾಣದಿಂದ ಕೆರೆಗಳಿಗೆ ನೀರು ತುಂಬಲಿದ್ದು ಜನ ಜಾನುವಾರುಗಳಿಗೆ ಕುಡಿಯುವ ನೀರಿನ ಸಮಸ್ಯೆ ನಿವಾರಣೆಯಾಗಲಿದೆ. ಗುಣಮಟ್ಟದ ಕಾಮಗಾರಿಯನ್ನು ನಿಗದಿತ ಅವಧಿಯಲ್ಲಿ ಪೂರ್ಣಗೊಳಿಸುವಂತೆ ಗುತ್ತಿಗೆದಾರರಿಗೆ ಸೂಚನೆ ನೀಡಿದರು. ಗ್ರಾಮದ ಮುಖಂಡರು, ರೈತರು, ಅಧಿಕಾರಿಗಳು ಹಾಜರಿದ್ದರು. [626,119,976,235]
drama-body: ಕೃಷ್ಣರಾಜಪೇಟೆ: ನಮ್ಮ ಸಂಸ್ಕೃತಿ-ಪರಂಪರೆಯ ಪ್ರತೀಕವಾಗಿರುವ ಪೌರಾಣಿಕ ನಾಟಕಗಳು ಗ್ರಾಮೀಣ ಸೊಗಡನ್ನು ಉಳಿಸುವಲ್ಲಿ ಮಹತ್ವದ ಪಾತ್ರ ವಹಿಸುತ್ತವೆ ಎಂದು ಮಲ್ಲಿಕಾರ್ಜುನ್ ಅಭಿಪ್ರಾಯಪಟ್ಟರು. ತಾಲೂಕಿನ ಗ್ರಾಮದಲ್ಲಿ ಗ್ರಾಮಸ್ಥರು ಏರ್ಪಡಿಸಿದ್ದ ಪೌರಾಣಿಕ ನಾಟಕ ಪ್ರದರ್ಶನ ಸಮಾರಂಭದಲ್ಲಿ ಮಾತನಾಡಿದ ಅವರು ರಂಗಭೂಮಿ ಕಲೆ ನಶಿಸುತ್ತಿರುವ ಇಂದಿನ ದಿನಗಳಲ್ಲಿ ಗ್ರಾಮೀಣ ಕಲಾವಿದರು ನಾಟಕಗಳನ್ನು ಪ್ರದರ್ಶಿಸುತ್ತಿರುವುದು ಶ್ಲಾಘನೀಯ. ಯುವಕರು ರಂಗಭೂಮಿ ಕಲೆಯ ಬಗ್ಗೆ ಆಸಕ್ತಿ ಬೆಳೆಸಿಕೊಳ್ಳಬೇಕು ಎಂದರು. ತಾಲೂಕಿನ ಕಸಬಾ ಹೋಬಳಿಯ ಮಾಕವಳ್ಳಿ ಗ್ರಾಮದಲ್ಲಿ ಶ್ರೀ ಕುರುಕ್ಷೇತ್ರ ನಾಟಕ ಪ್ರದರ್ಶನ ನಡೆಯಿತು. ನಾಟಕ ಕಲಾವಿದರನ್ನು ಗೌರವಿಸಲಾಯಿತು. ಗ್ರಾಮದ ಮುಖಂಡರು, ಕಲಾವಿದರು, ಗ್ರಾಮಸ್ಥರು ಹಾಜರಿದ್ದರು. [678,1681,878,1835]
story-headline: ಮನೆಗಳ ಆರ್ಥಿಕ ಪರಿಸ್ಥಿತಿ ಮಕ್ಕಳಿಗೆ ತಿಳಿಸಿ [40,1621,465,1661]
masthead [0,0,1339,78]
scst-story [296,966,666,1334]
registration-marks-right [1202,1992,1255,2003]
farm-story [296,404,950,482]
kirusuddi-label: ಕಿರುಸುದ್ದಿ [132,108,196,133]
left-brief-2 [44,652,276,811]
school-story [40,1600,654,1661]
registration-marks-left [130,1992,183,2003]
left-brief-1 [44,162,276,687]
info-box-body: ಮಕ್ಕಳಿಗೆ ದುಬಾರಿ ವಸ್ತುಗಳನ್ನು ಕೊಡಿಸುವುದು, ಮನೆಯ ಆರ್ಥಿಕ ಸ್ಥಿತಿಯನ್ನು ಮರೆಮಾಚುವುದು ಸರಿಯಲ್ಲ. ಮಕ್ಕಳು ಕಾಲೇಜಿಗೆ ಹೋಗಲು ದುಬಾರಿ ಬೈಕ್ ಕೇಳಿದರೆ ಆರ್ಥಿಕ ಪರಿಸ್ಥಿತಿ ತಿಳಿಸಿ ತಿಳಿಹೇಳಬೇಕು ಎಂದರು. [254,1852,646,1877]
info-box-title: ಮಕ್ಕಳಿಗೆ ದುಬಾರಿ ವಸ್ತು ಕೊಡಿಸಬೇಡಿ [254,1827,453,1847]
weather-icon [682,12,740,58]
separator-bottom [40,1582,1300,1586]
rama-caption: ಅಧ್ಯಕ್ಷರು, ಮಾ. 29ರಂದು ಹಿರಿಯಮ್ಮ ದೇವಿಯ ಕರಗ ಪೂಜೆ, ಮತ್ತು ಮೆರವಣಿಗೆ, ಬಾಯಿಬೀಗ, ಗುಲಗಂಜಿ ಆರತಿ, ಮಾ. 30ರಂದು ಮಹಾಬೆಳಕು, ಹಣ್ಣಿಡಿಗೆ ಕಾಣಿಕೆ ಮತ್ತು ದೇವರಿಗೆ ಪೂಜೆ ಬಳಿಕ ಪ್ರಸಾದ ವಿನಿಯೋಗ ನಡೆಯಲಿದೆ. [1010,1523,1299,1560]
story-headline: ಚೆಕ್ ಡ್ಯಾಂ ನಿರ್ಮಾಣಕ್ಕೆ ಭೂಮಿಪೂಜೆ [694,91,908,112]
story-headline: ಪೌರಾಣಿಕ ನಾಟಕಗಳು ಸಂಸ್ಕೃತಿಯ ಪ್ರತೀಕ [678,1622,1067,1658]
farm-photo [296,512,730,658]
brief-body: ಮಂಡ್ಯ: ರಾಷ್ಟ್ರೀಯ ಸ್ವಯಂಸೇವಕ ಸಂಘದ ವತಿಯಿಂದ ಮಾ. 30ರಂದು ಬೆಳಗ್ಗೆ 7.30ಕ್ಕೆ ನಗರದ ಯುಗಾದಿ ಉತ್ಸವ ನಡೆಯಲಿದೆ. ಬೆಳ್ಳ ಪಥಸಂಚಲನದ ಬಳಿಕ ನಡೆಯುವ ಕಾರ್ಯಕ್ರಮದಲ್ಲಿ ಪ್ರಾಂತ ಕಾರ್ಯವಾಹ ಅವರು ಬೌದ್ಧಿಕ್ ನೀಡುವರು. ಕಾರ್ಯಕ್ರಮದ ಅಧ್ಯಕ್ಷತೆಯನ್ನು ಗಣ್ಯರು ವಹಿಸುವರು ಎಂದು ಪ್ರಕಟಣೆ ತಿಳಿಸಿದೆ. [44,701,276,765]
scst-photo [296,1362,666,1502]
brief-body: ಮಳವಳ್ಳಿ: ಗೃಹಬಳಕೆಯ ಸಿಲಿಂಡರ್‌ಗಳನ್ನು ವಾಣಿಜ್ಯ ಉದ್ದೇಶಕ್ಕಾಗಿ ಬಳಸುವವರ ವಿರುದ್ಧ ನಿಯಮಾನುಸಾರ ಕಾನೂನು ಕ್ರಮ ಕೈಗೊಳ್ಳಲಾಗುವುದು ಎಂದು ಆಹಾರ ಇಲಾಖೆ ಎಚ್ಚರಿಸಿದೆ. ಹೋಟೆಲ್, ಡಾಬಾ, ಬೇಕರಿ ಹಾಗೂ ಇತರೆ ವಾಣಿಜ್ಯ ಉದ್ದೇಶಕ್ಕಾಗಿ ಗೃಹಬಳಕೆ ಸಿಲಿಂಡರ್ ಬಳಕೆ ಮಾಡುತ್ತಿರುವುದು ಕಂಡುಬಂದಲ್ಲಿ ಸಿಲಿಂಡರ್ ವಶಕ್ಕೆ ಪಡೆದು ದಂಡ ವಿಧಿಸಲಾಗುವುದು. ಗ್ಯಾಸ್ ಏಜೆನ್ಸಿ ವಿತರಕರು ನಿಯಮ ಪಾಲಿಸಬೇಕು ಎಂದು ಸೂಚಿಸಲಾಗಿದೆ. [44,1109,276,1186]
